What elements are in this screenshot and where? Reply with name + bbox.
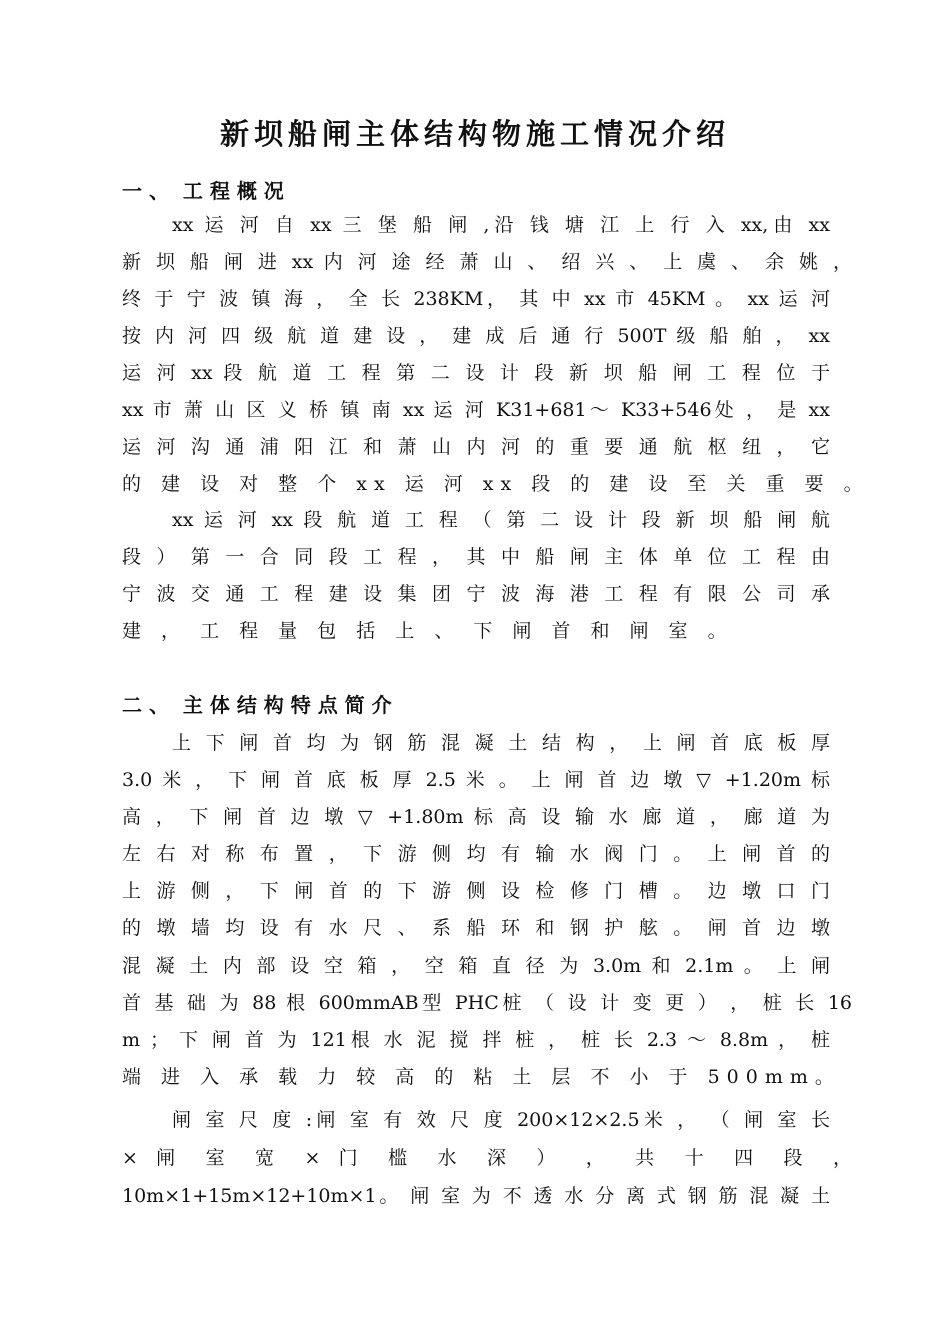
paragraph-line: 的 建 设 对 整 个 xx 运 河 xx 段 的 建 设 至 关 重 要 。 [122, 473, 870, 495]
paragraph-line: 端 进 入 承 载 力 较 高 的 粘 土 层 不 小 于 500mm。 [122, 1066, 841, 1088]
paragraph-line: 段 ） 第 一 合 同 段 工 程 ， 其 中 船 闸 主 体 单 位 工 程 由 [122, 546, 830, 568]
paragraph-line: 运 河 沟 通 浦 阳 江 和 萧 山 内 河 的 重 要 通 航 枢 纽 ， 它 [122, 436, 830, 458]
paragraph-line: 终 于 宁 波 镇 海 ， 全 长 238KM， 其 中 xx 市 45KM 。 xx 运 河 [122, 288, 830, 310]
section-1-heading: 一 、 工 程 概 况 [122, 179, 284, 203]
paragraph-line: × 闸 室 宽 × 门 槛 水 深 ） ， 共 十 四 段 ， [122, 1147, 852, 1169]
paragraph-line: xx 市 萧 山 区 义 桥 镇 南 xx 运 河 K31+681～ K33+546处 ， 是 xx [122, 399, 830, 421]
document-title: 新坝船闸主体结构物施工情况介绍 [219, 117, 730, 151]
paragraph-line: 上 游 侧 ， 下 闸 首 的 下 游 侧 设 检 修 门 槽 。 边 墩 口 门 [122, 880, 830, 902]
paragraph-line: xx 运 河 自 xx 三 堡 船 闸 ,沿 钱 塘 江 上 行 入 xx,由 xx [172, 214, 830, 236]
paragraph-line: 运 河 xx 段 航 道 工 程 第 二 设 计 段 新 坝 船 闸 工 程 位 于 [122, 362, 830, 384]
paragraph-line: 混 凝 土 内 部 设 空 箱 ， 空 箱 直 径 为 3.0m 和 2.1m 。 上 闸 [122, 955, 830, 977]
paragraph-line: 高 ， 下 闸 首 边 墩 ▽ +1.80m 标 高 设 输 水 廊 道 ， 廊 道 为 [122, 806, 830, 828]
paragraph-line: 宁 波 交 通 工 程 建 设 集 团 宁 波 海 港 工 程 有 限 公 司 承 [122, 583, 830, 605]
paragraph-line: 的 墩 墙 均 设 有 水 尺 、 系 船 环 和 钢 护 舷 。 闸 首 边 墩 [122, 917, 830, 939]
paragraph-line: 首 基 础 为 88 根 600mmAB型 PHC桩 （ 设 计 变 更 ） ， 桩 长 16 [122, 992, 852, 1014]
paragraph-line: m ； 下 闸 首 为 121根 水 泥 搅 拌 桩 ， 桩 长 2.3 ～ 8.8m ， 桩 [122, 1029, 830, 1051]
paragraph-line: 10m×1+15m×12+10m×1。 闸 室 为 不 透 水 分 离 式 钢 筋 混 凝 土 [122, 1185, 830, 1207]
paragraph-line: 新 坝 船 闸 进 xx 内 河 途 经 萧 山 、 绍 兴 、 上 虞 、 余 姚 ， [122, 251, 852, 273]
section-2-heading: 二 、 主 体 结 构 特 点 简 介 [122, 693, 392, 717]
paragraph-line: 按 内 河 四 级 航 道 建 设 ， 建 成 后 通 行 500T 级 船 舶 ， xx [122, 325, 830, 347]
paragraph-line: 建 ， 工 程 量 包 括 上 、 下 闸 首 和 闸 室 。 [122, 620, 734, 642]
paragraph-line: 左 右 对 称 布 置 ， 下 游 侧 均 有 输 水 阀 门 。 上 闸 首 的 [122, 843, 830, 865]
paragraph-line: 闸 室 尺 度 :闸 室 有 效 尺 度 200×12×2.5米 ， （ 闸 室 长 [172, 1109, 830, 1131]
paragraph-line: xx 运 河 xx 段 航 道 工 程 （ 第 二 设 计 段 新 坝 船 闸 航 [172, 509, 830, 531]
paragraph-line: 上 下 闸 首 均 为 钢 筋 混 凝 土 结 构 ， 上 闸 首 底 板 厚 [172, 732, 830, 754]
paragraph-line: 3.0 米 ， 下 闸 首 底 板 厚 2.5 米 。 上 闸 首 边 墩 ▽ +1.20m 标 [122, 769, 830, 791]
